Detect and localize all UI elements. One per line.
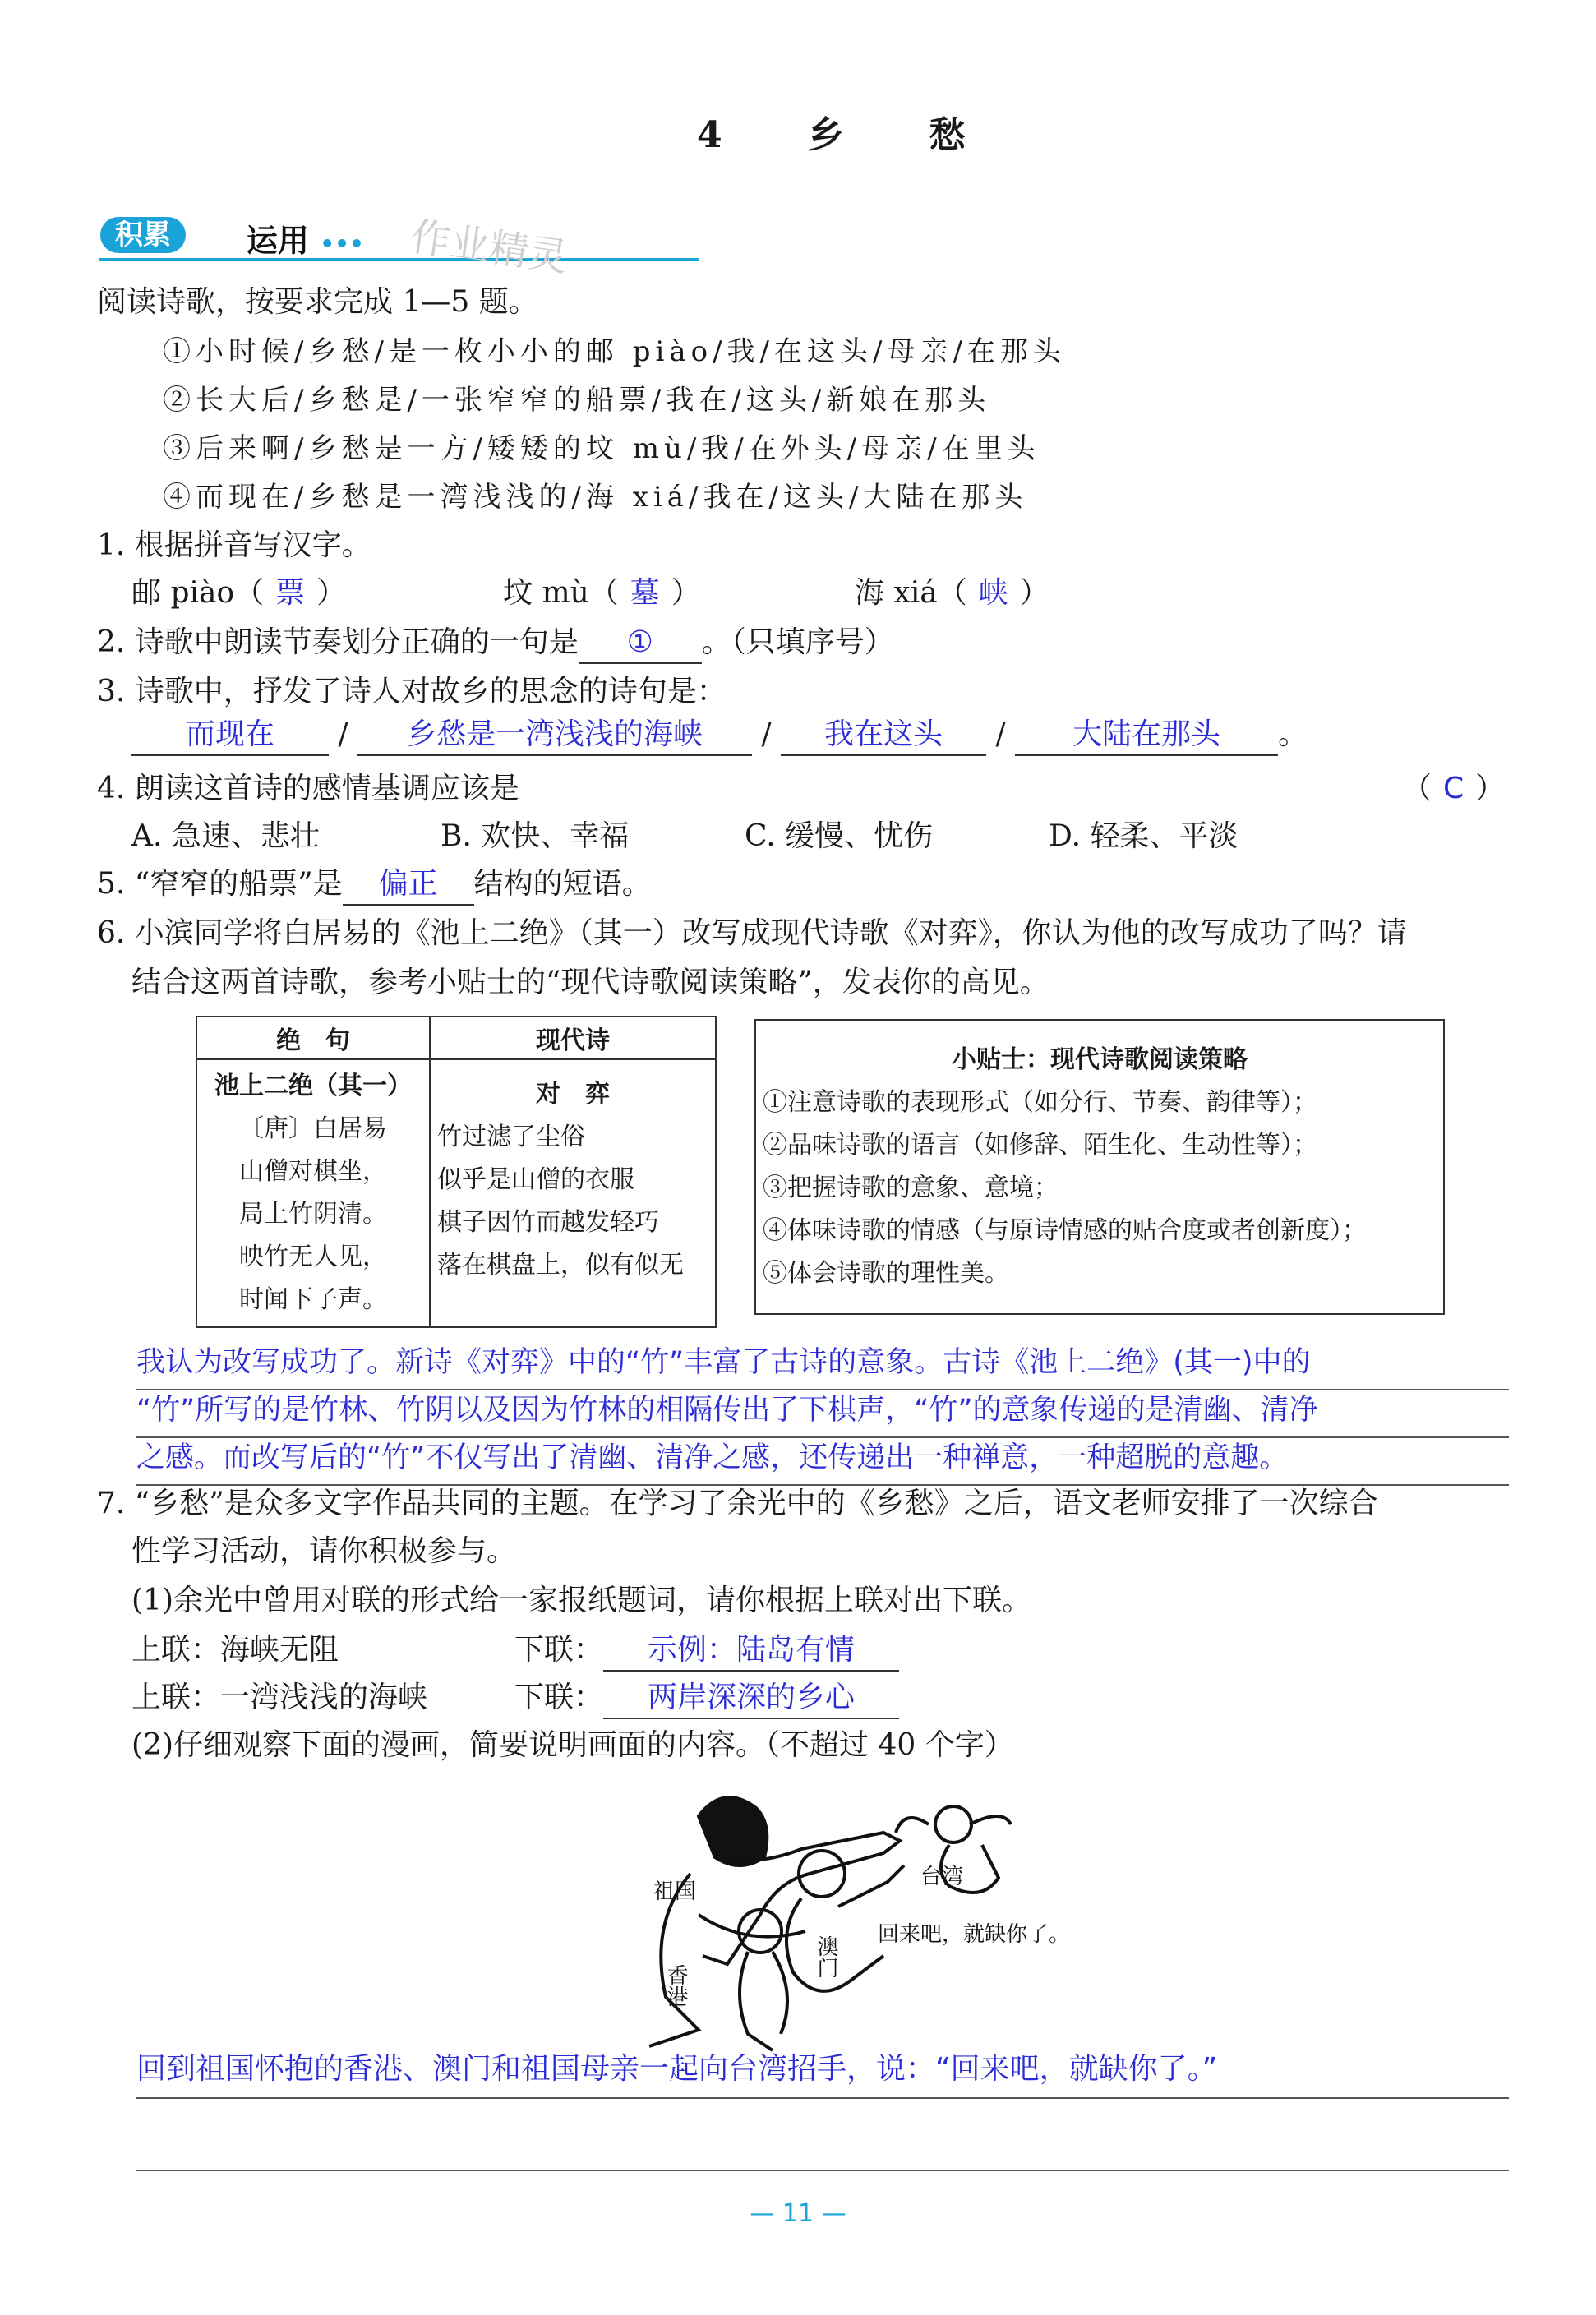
tips-item-2: ②品味诗歌的语言（如修辞、陌生化、生动性等）； <box>763 1131 1317 1160</box>
q3-answer-2: 乡愁是一湾浅浅的海峡 <box>357 715 752 756</box>
cartoon-illustration <box>575 1767 1101 2054</box>
q3-end: 。 <box>1278 717 1308 751</box>
q6-answer-line-2: “竹”所写的是竹林、竹阴以及因为竹林的相隔传出了下棋声，“竹”的意象传递的是清幽、清净 <box>136 1394 1318 1427</box>
q3-sep-2: / <box>761 717 772 751</box>
q1-item-2-answer: 墓 <box>630 576 660 610</box>
poem-table <box>196 1016 717 1328</box>
q4-paren-open: （ <box>1402 772 1432 805</box>
q1-item-2-label: 坟 mù（ <box>503 576 619 610</box>
label-motherland: 祖国 <box>653 1879 697 1904</box>
q1-item-3 <box>855 574 1049 613</box>
q6-stem-2: 结合这两首诗歌，参考小贴士的“现代诗歌阅读策略”，发表你的高见。 <box>131 966 1049 999</box>
section-band-right <box>247 215 364 261</box>
q4-option-d: D. 轻柔、平淡 <box>1049 819 1239 853</box>
table-header-jueju: 绝 句 <box>196 1017 430 1059</box>
modern-title: 对 弈 <box>536 1080 610 1109</box>
mother-figure <box>649 1797 900 2046</box>
modern-line-4: 落在棋盘上，似有似无 <box>437 1251 684 1280</box>
q1-item-1-answer: 票 <box>275 576 306 610</box>
intro-text: 阅读诗歌，按要求完成 1—5 题。 <box>97 285 538 319</box>
tips-title: 小贴士：现代诗歌阅读策略 <box>952 1045 1248 1074</box>
poem-line-3: ③后来啊/乡愁是一方/矮矮的坟 mù/我/在外头/母亲/在里头 <box>163 432 1040 465</box>
label-macau: 澳门 <box>814 1935 838 1978</box>
section-band-left: 积累 <box>115 219 171 251</box>
q4-paren-close: ） <box>1475 772 1506 805</box>
tips-item-5: ⑤体会诗歌的理性美。 <box>763 1259 1009 1288</box>
q1-stem: 1. 根据拼音写汉字。 <box>97 528 371 562</box>
couplet-1-down <box>514 1630 899 1672</box>
jueju-title: 池上二绝（其一） <box>214 1072 412 1100</box>
q4-option-a: A. 急速、悲壮 <box>131 819 320 853</box>
cartoon-caption: 回来吧，就缺你了。 <box>878 1922 1071 1947</box>
jueju-line-1: 〔唐〕白居易 <box>239 1114 387 1143</box>
q7-sub1: (1)余光中曾用对联的形式给一家报纸题词，请你根据上联对出下联。 <box>131 1584 1031 1617</box>
jueju-line-5: 时闻下子声。 <box>239 1285 387 1314</box>
label-hongkong: 香港 <box>663 1964 688 2007</box>
modern-line-2: 似乎是山僧的衣服 <box>437 1165 634 1194</box>
hongkong-child <box>739 1910 787 2050</box>
q3-answers <box>131 715 1308 756</box>
q2 <box>97 623 894 664</box>
q4-option-c: C. 缓慢、忧伤 <box>745 819 934 853</box>
q4-answer: C <box>1443 772 1465 805</box>
section-band-label <box>100 217 186 253</box>
table-cell-modern <box>430 1059 716 1327</box>
q1-item-2 <box>503 574 701 613</box>
q7-sub2: (2)仔细观察下面的漫画，简要说明画面的内容。（不超过 40 个字） <box>131 1728 1014 1762</box>
poem-line-1: ①小时候/乡愁/是一枚小小的邮 piào/我/在这头/母亲/在那头 <box>163 335 1066 368</box>
couplet-2-up: 上联：一湾浅浅的海峡 <box>131 1681 428 1714</box>
q3-answer-3: 我在这头 <box>781 715 986 756</box>
q6-answer-line-1: 我认为改写成功了。新诗《对弈》中的“竹”丰富了古诗的意象。古诗《池上二绝》(其一)中的 <box>136 1346 1311 1379</box>
section-band-dots: ••• <box>320 230 364 257</box>
couplet-1-down-label: 下联： <box>514 1633 604 1667</box>
poem-line-2: ②长大后/乡愁是/一张窄窄的船票/我在/这头/新娘在那头 <box>163 384 991 417</box>
q7-rule-1 <box>136 2097 1509 2099</box>
poem-line-4: ④而现在/乡愁是一湾浅浅的/海 xiá/我在/这头/大陆在那头 <box>163 481 1028 514</box>
q7-rule-2 <box>136 2170 1509 2171</box>
q3-stem: 3. 诗歌中，抒发了诗人对故乡的思念的诗句是： <box>97 675 727 708</box>
table-cell-jueju <box>196 1059 430 1327</box>
jueju-line-3: 局上竹阴清。 <box>239 1200 387 1229</box>
q5-tail: 结构的短语。 <box>473 867 652 901</box>
tips-item-4: ④体味诗歌的情感（与原诗情感的贴合度或者创新度）； <box>763 1216 1367 1245</box>
q1-item-1-label: 邮 piào（ <box>131 576 265 610</box>
modern-line-1: 竹过滤了尘俗 <box>437 1123 585 1151</box>
q1-item-3-label: 海 xiá（ <box>855 576 967 610</box>
tips-item-3: ③把握诗歌的意象、意境； <box>763 1174 1059 1202</box>
q4-answer-paren <box>1402 769 1505 809</box>
q1-item-2-close: ） <box>671 576 701 610</box>
q4-stem: 4. 朗读这首诗的感情基调应该是 <box>97 772 519 805</box>
q1-item-3-answer: 峡 <box>978 576 1008 610</box>
tips-box <box>754 1019 1445 1315</box>
q2-answer: ① <box>579 623 702 664</box>
table-header-modern: 现代诗 <box>430 1017 716 1059</box>
couplet-2-down <box>514 1678 899 1719</box>
q7-stem-1: 7. “乡愁”是众多文字作品共同的主题。在学习了余光中的《乡愁》之后，语文老师安排了一次综合 <box>97 1487 1378 1520</box>
q3-answer-4: 大陆在那头 <box>1015 715 1278 756</box>
q1-item-1-close: ） <box>316 576 347 610</box>
couplet-1-answer: 示例：陆岛有情 <box>603 1630 899 1672</box>
tips-item-1: ①注意诗歌的表现形式（如分行、节奏、韵律等）； <box>763 1088 1317 1117</box>
q5-stem: 5. “窄窄的船票”是 <box>97 867 343 901</box>
q3-sep-3: / <box>995 717 1006 751</box>
label-taiwan: 台湾 <box>920 1865 964 1889</box>
page-number: — 11 — <box>750 2199 846 2228</box>
q7-answer: 回到祖国怀抱的香港、澳门和祖国母亲一起向台湾招手，说：“回来吧，就缺你了。” <box>136 2052 1218 2086</box>
jueju-line-2: 山僧对棋坐， <box>239 1157 387 1186</box>
couplet-2-answer: 两岸深深的乡心 <box>603 1678 899 1719</box>
couplet-2-down-label: 下联： <box>514 1681 604 1714</box>
q3-sep-1: / <box>338 717 348 751</box>
q6-stem-1: 6. 小滨同学将白居易的《池上二绝》（其一）改写成现代诗歌《对弈》，你认为他的改写成功了吗？请 <box>97 916 1407 950</box>
q5-answer: 偏正 <box>343 865 474 906</box>
section-band-rule <box>99 215 699 261</box>
q6-answer-line-3: 之感。而改写后的“竹”不仅写出了清幽、清净之感，还传递出一种禅意，一种超脱的意趣。 <box>136 1441 1289 1474</box>
section-band-right-text: 运用 <box>247 223 310 259</box>
q1-item-3-close: ） <box>1019 576 1049 610</box>
q2-stem: 2. 诗歌中朗读节奏划分正确的一句是 <box>97 625 579 659</box>
q3-answer-1: 而现在 <box>131 715 329 756</box>
macau-child <box>786 1851 904 1991</box>
q7-stem-2: 性学习活动，请你积极参与。 <box>131 1534 517 1568</box>
modern-line-3: 棋子因竹而越发轻巧 <box>437 1208 659 1237</box>
q5 <box>97 865 652 906</box>
watermark: 作业精灵 <box>408 213 571 282</box>
page-title: 4 乡 愁 <box>697 114 990 156</box>
q2-tail: 。（只填序号） <box>701 625 894 659</box>
q1-item-1 <box>131 574 346 613</box>
jueju-line-4: 映竹无人见， <box>239 1243 387 1271</box>
q4-option-b: B. 欢快、幸福 <box>441 819 630 853</box>
couplet-1-up: 上联：海峡无阻 <box>131 1633 339 1667</box>
